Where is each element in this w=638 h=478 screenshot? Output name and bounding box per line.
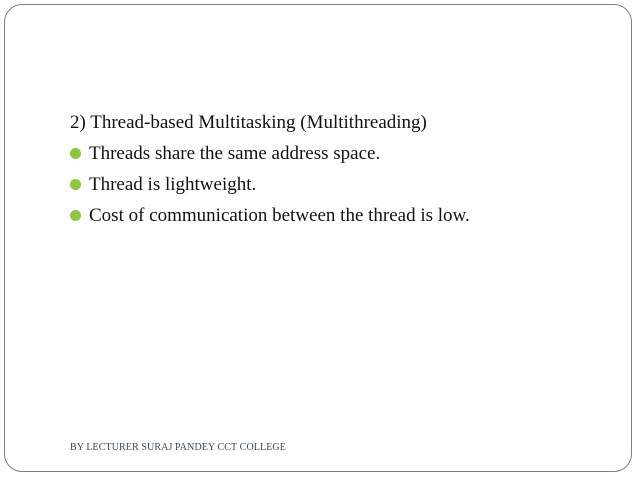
slide-footer: BY LECTURER SURAJ PANDEY CCT COLLEGE: [70, 442, 286, 453]
bullet-dot-icon: [70, 179, 81, 190]
bullet-item: [70, 138, 610, 169]
slide-content: [70, 108, 610, 231]
bullet-item: [70, 200, 610, 231]
slide-frame: [4, 4, 632, 472]
bullet-item: [70, 169, 610, 200]
bullet-dot-icon: [70, 148, 81, 159]
slide-heading: 2) Thread-based Multitasking (Multithreading): [70, 112, 427, 133]
bullet-text: Threads share the same address space.: [89, 143, 381, 164]
bullet-text: Thread is lightweight.: [89, 174, 257, 195]
bullet-dot-icon: [70, 210, 81, 221]
bullet-text: Cost of communication between the thread is low.: [89, 205, 470, 226]
